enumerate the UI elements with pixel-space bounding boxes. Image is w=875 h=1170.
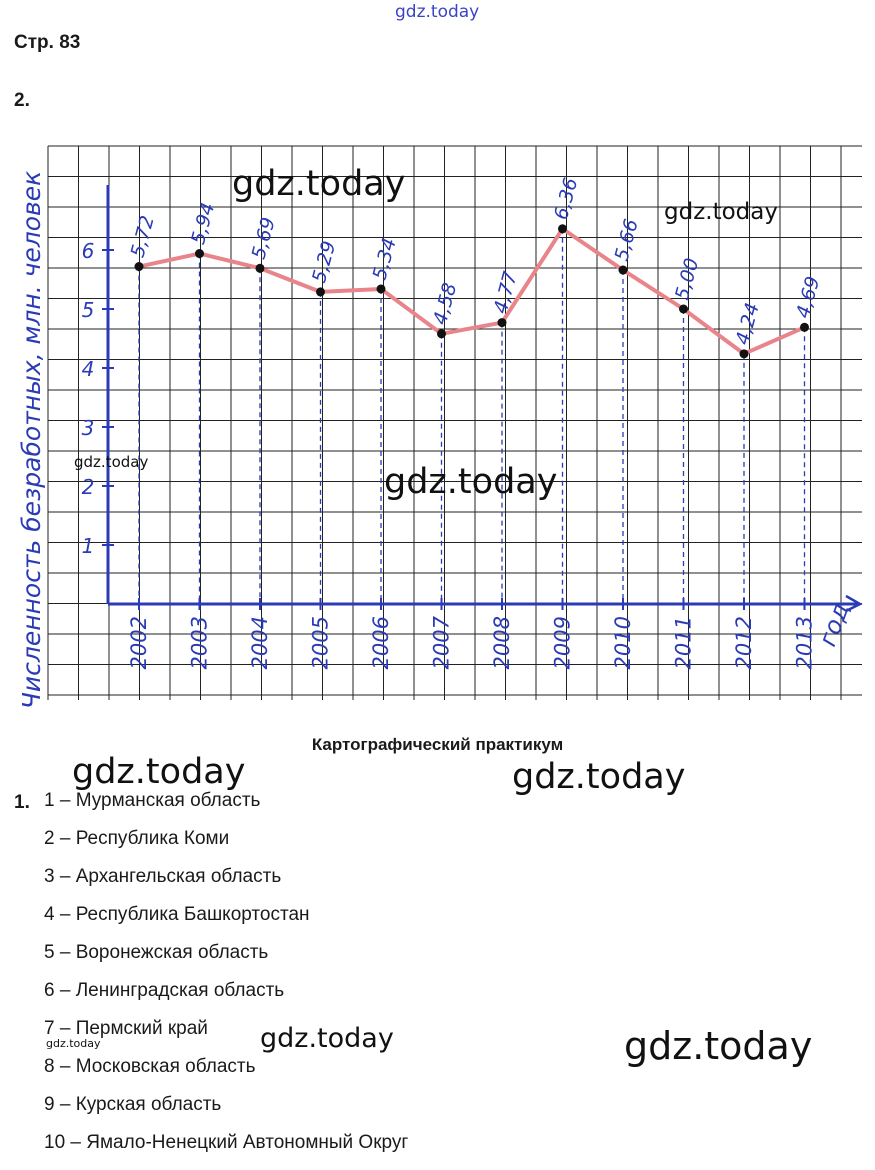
data-point	[377, 284, 386, 293]
y-tick-label: 1	[81, 534, 95, 558]
list-item: 9 – Курская область	[44, 1094, 222, 1115]
data-point	[135, 262, 144, 271]
list-item: 1 – Мурманская область	[44, 790, 261, 811]
x-tick-label: 2010	[611, 616, 635, 670]
data-point	[800, 323, 809, 332]
x-tick-label: 2006	[369, 616, 393, 670]
watermark: gdz.today	[384, 462, 558, 502]
section-title: Картографический практикум	[311, 735, 564, 754]
chart-axes	[108, 185, 860, 611]
x-tick-label: 2002	[127, 616, 151, 670]
unemployment-line-chart	[0, 140, 875, 710]
data-point	[619, 266, 628, 275]
list-item: 10 – Ямало-Ненецкий Автономный Округ	[44, 1132, 409, 1153]
watermark: gdz.today	[664, 199, 778, 225]
list-item: 6 – Ленинградская область	[44, 980, 285, 1001]
list-item: 3 – Архангельская область	[44, 866, 282, 887]
y-axis-label: Численность безработных, млн. человек	[17, 170, 46, 710]
data-label: 4,58	[429, 280, 462, 328]
y-tick-label: 3	[81, 416, 95, 440]
task-number: 2.	[14, 90, 30, 111]
data-point	[679, 305, 688, 314]
data-label: 5,72	[126, 213, 159, 260]
y-tick-label: 6	[81, 239, 95, 263]
data-point	[498, 318, 507, 327]
y-tick-label: 5	[81, 298, 95, 322]
data-point	[195, 249, 204, 258]
watermark: gdz.today	[74, 453, 149, 471]
list-item: 4 – Республика Башкортостан	[44, 904, 310, 925]
data-label: 4,24	[731, 300, 764, 348]
data-label: 5,34	[368, 235, 401, 283]
y-tick-label: 2	[81, 475, 95, 499]
data-label: 5,00	[671, 255, 704, 303]
data-label: 5,29	[308, 238, 341, 286]
data-point	[316, 287, 325, 296]
list-item: 2 – Республика Коми	[44, 828, 230, 849]
data-point	[437, 329, 446, 338]
chart-series	[135, 224, 810, 358]
watermark: gdz.today	[72, 752, 246, 792]
x-axis-label: год	[813, 599, 855, 651]
watermark: gdz.today	[260, 1023, 394, 1054]
data-label: 6,36	[550, 175, 583, 223]
data-point	[256, 264, 265, 273]
x-tick-label: 2007	[429, 616, 454, 670]
watermark: gdz.today	[512, 757, 686, 797]
data-label: 4,69	[792, 274, 825, 321]
list-item: 8 – Московская область	[44, 1056, 256, 1077]
x-tick-label: 2004	[248, 616, 272, 670]
watermark: gdz.today	[46, 1037, 101, 1050]
x-tick-label: 2005	[308, 616, 333, 670]
x-tick-label: 2013	[792, 616, 817, 670]
y-tick-label: 4	[81, 357, 95, 381]
x-tick-label: 2011	[671, 616, 696, 670]
watermark: gdz.today	[624, 1024, 813, 1068]
data-label: 5,69	[247, 215, 280, 262]
list-item: 5 – Воронежская область	[44, 942, 269, 963]
page-label: Стр. 83	[14, 32, 81, 53]
x-tick-label: 2012	[732, 616, 756, 670]
watermark: gdz.today	[232, 164, 406, 204]
data-point	[740, 349, 749, 358]
watermark: gdz.today	[395, 2, 480, 22]
x-tick-label: 2008	[490, 616, 514, 670]
data-label: 4,77	[489, 269, 522, 316]
x-tick-label: 2009	[550, 616, 575, 670]
series-line	[139, 229, 805, 354]
data-label: 5,94	[187, 200, 220, 247]
x-tick-label: 2003	[187, 616, 212, 670]
list-number: 1.	[14, 792, 30, 813]
list-item: 7 – Пермский край	[44, 1018, 208, 1039]
data-label: 5,66	[610, 216, 643, 264]
data-point	[558, 224, 567, 233]
